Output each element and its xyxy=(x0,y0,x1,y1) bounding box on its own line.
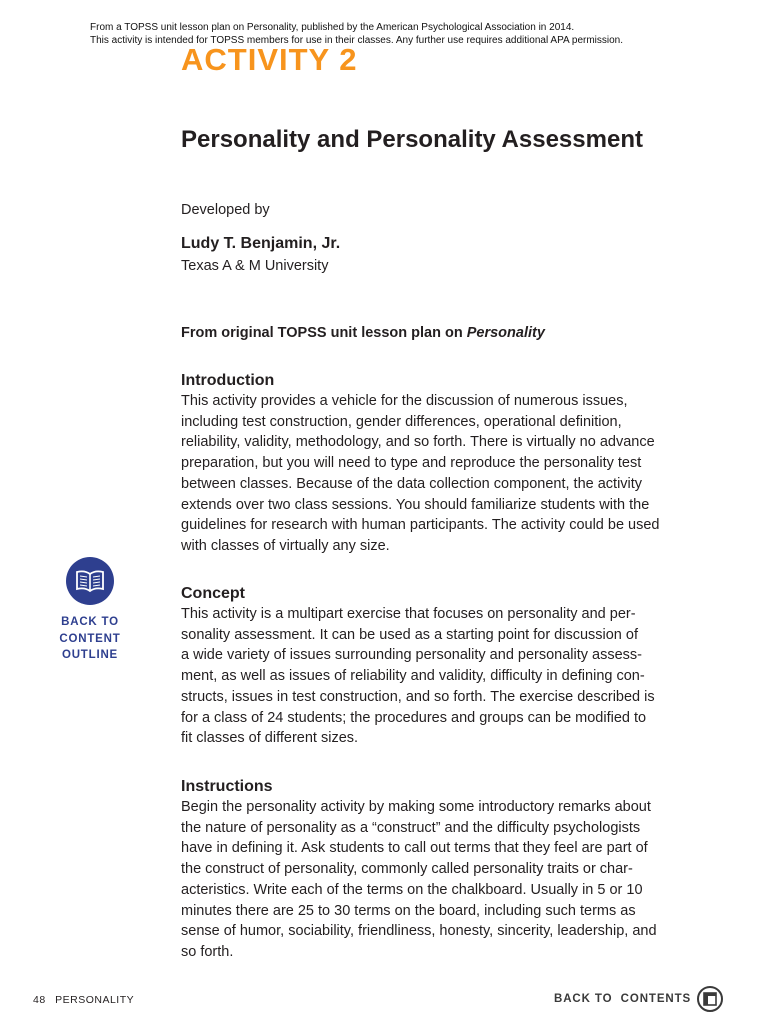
instructions-line: minutes there are 25 to 30 terms on the board, including such terms as xyxy=(181,902,636,919)
concept-line: a wide variety of issues surrounding personality and personality assess- xyxy=(181,647,643,664)
contents-window-icon-graphic xyxy=(703,992,717,1006)
concept-heading: Concept xyxy=(181,585,245,602)
activity-number: ACTIVITY 2 xyxy=(181,42,358,77)
instructions-line: the nature of personality as a “construct” and the difficulty psychologists xyxy=(181,819,641,836)
page-footer xyxy=(33,994,134,1006)
back-label-line: OUTLINE xyxy=(61,649,119,661)
page-number: 48 xyxy=(33,994,46,1006)
introduction-heading: Introduction xyxy=(181,372,275,389)
back-to-contents-label: BACK TO CONTENTS xyxy=(554,993,692,1005)
open-book-icon[interactable] xyxy=(66,557,114,605)
introduction-line: with classes of virtually any size. xyxy=(181,537,390,554)
concept-line: structs, issues in test construction, and so forth. The exercise described is xyxy=(181,688,655,705)
introduction-line: preparation, but you will need to type and reproduce the personality test xyxy=(181,455,642,472)
page-title: Personality and Personality Assessment xyxy=(181,126,643,153)
concept-line: This activity is a multipart exercise that focuses on personality and per- xyxy=(181,606,636,622)
introduction-body xyxy=(181,391,681,557)
concept-line: for a class of 24 students; the procedures and groups can be modified to xyxy=(181,709,647,726)
notice-line-2: This activity is intended for TOPSS members for use in their classes. Any further use requires additional APA permission. xyxy=(90,35,624,46)
back-to-content-outline-button[interactable] xyxy=(54,557,126,664)
instructions-line: have in defining it. Ask students to call out terms that they feel are part of xyxy=(181,840,648,857)
introduction-line: between classes. Because of the data collection component, the activity xyxy=(181,475,643,492)
footer-section-name: PERSONALITY xyxy=(55,994,135,1006)
back-label-line: CONTENT xyxy=(59,632,121,645)
instructions-section xyxy=(181,777,681,963)
concept-line: fit classes of different sizes. xyxy=(181,730,359,747)
introduction-line: guidelines for research with human participants. The activity could be used xyxy=(181,517,660,534)
back-label-line: BACK TO xyxy=(61,616,119,628)
introduction-section xyxy=(181,371,681,557)
source-note-prefix: From original TOPSS unit lesson plan on xyxy=(181,325,467,341)
introduction-line: including test construction, gender differences, operational definition, xyxy=(181,413,622,430)
concept-body xyxy=(181,604,681,749)
introduction-line: This activity provides a vehicle for the discussion of numerous issues, xyxy=(181,393,628,409)
concept-line: sonality assessment. It can be used as a starting point for discussion of xyxy=(181,626,638,643)
instructions-heading: Instructions xyxy=(181,778,273,795)
introduction-line: extends over two class sessions. You should familiarize students with the xyxy=(181,496,650,513)
instructions-line: acteristics. Write each of the terms on the chalkboard. Usually in 5 or 10 xyxy=(181,881,643,898)
back-to-content-outline-label[interactable] xyxy=(54,614,126,664)
open-book-icon-graphic xyxy=(75,569,105,593)
concept-section xyxy=(181,584,681,749)
instructions-line: Begin the personality activity by making some introductory remarks about xyxy=(181,799,651,815)
source-note xyxy=(181,325,545,341)
instructions-line: sense of humor, sociability, friendliness, honesty, sincerity, leadership, and xyxy=(181,923,657,940)
notice-line-1: From a TOPSS unit lesson plan on Personality, published by the American Psychological Association in 2014. xyxy=(90,22,575,33)
source-note-title: Personality xyxy=(466,325,545,341)
instructions-line: the construct of personality, commonly called personality traits or char- xyxy=(181,861,633,878)
concept-line: ment, as well as issues of reliability and validity, difficulty in defining con- xyxy=(181,668,645,685)
author-affiliation: Texas A & M University xyxy=(181,258,329,274)
author-name: Ludy T. Benjamin, Jr. xyxy=(181,235,341,252)
introduction-line: reliability, validity, methodology, and so forth. There is virtually no advance xyxy=(181,434,655,451)
developed-by-label: Developed by xyxy=(181,202,270,218)
contents-window-icon[interactable] xyxy=(697,986,723,1012)
back-to-contents-button[interactable] xyxy=(554,986,723,1012)
instructions-body xyxy=(181,797,681,963)
instructions-line: so forth. xyxy=(181,943,234,960)
